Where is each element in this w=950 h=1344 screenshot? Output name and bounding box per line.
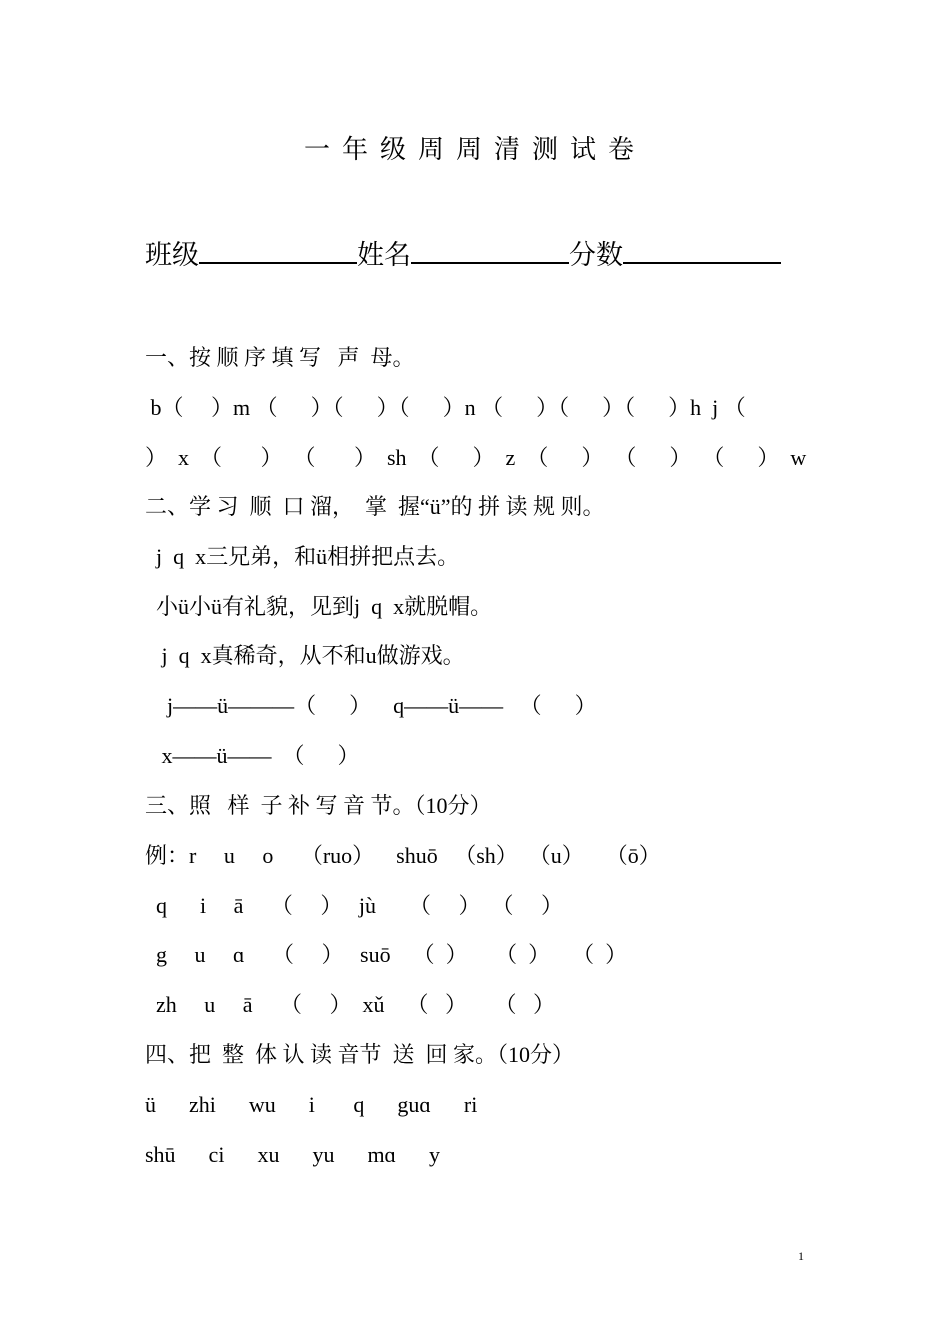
class-blank[interactable] xyxy=(199,236,357,264)
section3-line-2: g u ɑ （ ） suō （ ） （ ） （ ） xyxy=(145,942,628,967)
section4-line-1: ü zhi wu i q guɑ ri xyxy=(145,1092,478,1117)
section2-line-1: j q x三兄弟，和ü相拼把点去。 xyxy=(145,544,460,569)
section4-line-2: shū ci xu yu mɑ y xyxy=(145,1142,441,1167)
class-label: 班级 xyxy=(145,240,199,270)
section2-line-2: 小ü小ü有礼貌，见到j q x就脱帽。 xyxy=(145,594,493,619)
page-number: 1 xyxy=(798,1249,804,1263)
score-blank[interactable] xyxy=(623,236,781,264)
section3-example-line: 例：r u o （ruo） shuō （sh） （u） （ō） xyxy=(145,843,661,868)
section2-heading: 二、学 习 顺 口 溜， 掌 握“ü”的 拼 读 规 则。 xyxy=(145,494,605,519)
score-label: 分数 xyxy=(569,240,623,270)
section3-line-3: zh u ā （ ） xǔ （ ） （ ） xyxy=(145,992,556,1017)
section2-line-3: j q x真稀奇，从不和u做游戏。 xyxy=(145,643,465,668)
section2-line-5: x——ü—— （ ） xyxy=(145,743,360,768)
name-blank[interactable] xyxy=(411,236,569,264)
section1-row-1: b（ ）m （ ）（ ）（ ）n （ ）（ ）（ ）h j （ xyxy=(145,395,746,420)
section1-heading: 一、按 顺 序 填 写 声 母。 xyxy=(145,345,415,370)
section1-row-2: ） x （ ） （ ） sh （ ） z （ ） （ ） （ ） w xyxy=(145,445,807,470)
name-label: 姓名 xyxy=(357,240,411,270)
student-info-row xyxy=(145,236,781,273)
page-title: 一年级周周清测试卷 xyxy=(303,135,646,164)
section3-line-1: q i ā （ ） jù （ ） （ ） xyxy=(145,893,563,918)
section2-line-4: j——ü———（ ） q——ü—— （ ） xyxy=(145,693,597,718)
section3-heading: 三、照 样 子 补 写 音 节。（10分） xyxy=(145,793,492,818)
section4-heading: 四、把 整 体 认 读 音节 送 回 家。（10分） xyxy=(145,1042,575,1067)
